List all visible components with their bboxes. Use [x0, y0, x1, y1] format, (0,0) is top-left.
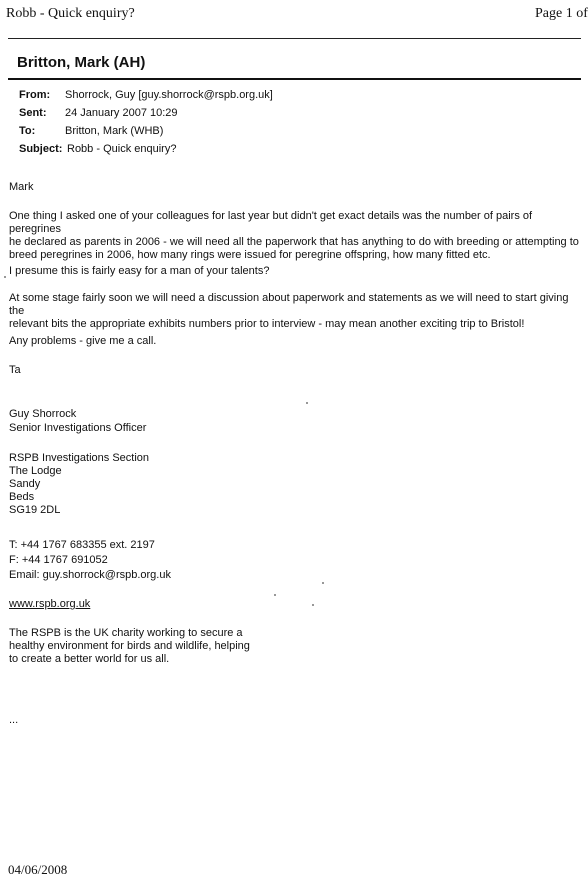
body-paragraph-1: One thing I asked one of your colleagues for last year but didn't get exact details was the number of pairs of peregrines he declared as parents in 2006 - we will need all the paperwork that has anything to do with breeding or attempting to breed peregrines in 2006, how many rings were issued for peregrine offspring, how many fitted etc. [9, 210, 579, 261]
header-divider-bottom [8, 78, 581, 80]
subject-label: Subject: [19, 143, 63, 155]
sent-row [19, 104, 273, 122]
body-paragraph-4: Any problems - give me a call. [9, 335, 157, 347]
from-value: Shorrock, Guy [guy.shorrock@rspb.org.uk] [65, 89, 273, 101]
scan-speck [274, 594, 276, 596]
signature-role: Senior Investigations Officer [9, 422, 147, 434]
subject-row [19, 140, 273, 158]
sent-label: Sent: [19, 107, 47, 119]
signature-name: Guy Shorrock [9, 408, 77, 420]
signature-address: RSPB Investigations Section The Lodge Sandy Beds SG19 2DL [9, 452, 150, 516]
page-number: Page 1 of [535, 6, 588, 21]
ellipsis: ... [9, 714, 19, 726]
scan-speck [306, 402, 308, 404]
to-label: To: [19, 125, 36, 137]
from-label: From: [19, 89, 51, 101]
email-header-fields [19, 86, 273, 158]
body-paragraph-3: At some stage fairly soon we will need a discussion about paperwork and statements as we will need to start giving the relevant bits the appropriate exhibits numbers prior to interview - may mean another exciting trip to Bristol! [9, 292, 569, 330]
signature-email: Email: guy.shorrock@rspb.org.uk [9, 569, 171, 581]
scan-speck [4, 276, 6, 278]
scan-speck [312, 604, 314, 606]
signature-tagline: The RSPB is the UK charity working to secure a healthy environment for birds and wildlife, helping to create a better world for us all. [9, 627, 250, 665]
greeting: Mark [9, 181, 34, 193]
body-paragraph-2: I presume this is fairly easy for a man of your talents? [9, 265, 270, 277]
sent-value: 24 January 2007 10:29 [65, 107, 178, 119]
website-link[interactable]: www.rspb.org.uk [9, 598, 91, 610]
sign-off: Ta [9, 364, 21, 376]
signature-phone: T: +44 1767 683355 ext. 2197 [9, 539, 155, 551]
print-footer-date: 04/06/2008 [8, 862, 68, 877]
subject-value: Robb - Quick enquiry? [67, 143, 177, 155]
header-divider-top [8, 38, 581, 39]
to-value: Britton, Mark (WHB) [65, 125, 164, 137]
from-row [19, 86, 273, 104]
to-row [19, 122, 273, 140]
scan-speck [322, 582, 324, 584]
signature-fax: F: +44 1767 691052 [9, 554, 108, 566]
sender-name: Britton, Mark (AH) [17, 54, 146, 71]
print-header-title: Robb - Quick enquiry? [6, 6, 135, 21]
